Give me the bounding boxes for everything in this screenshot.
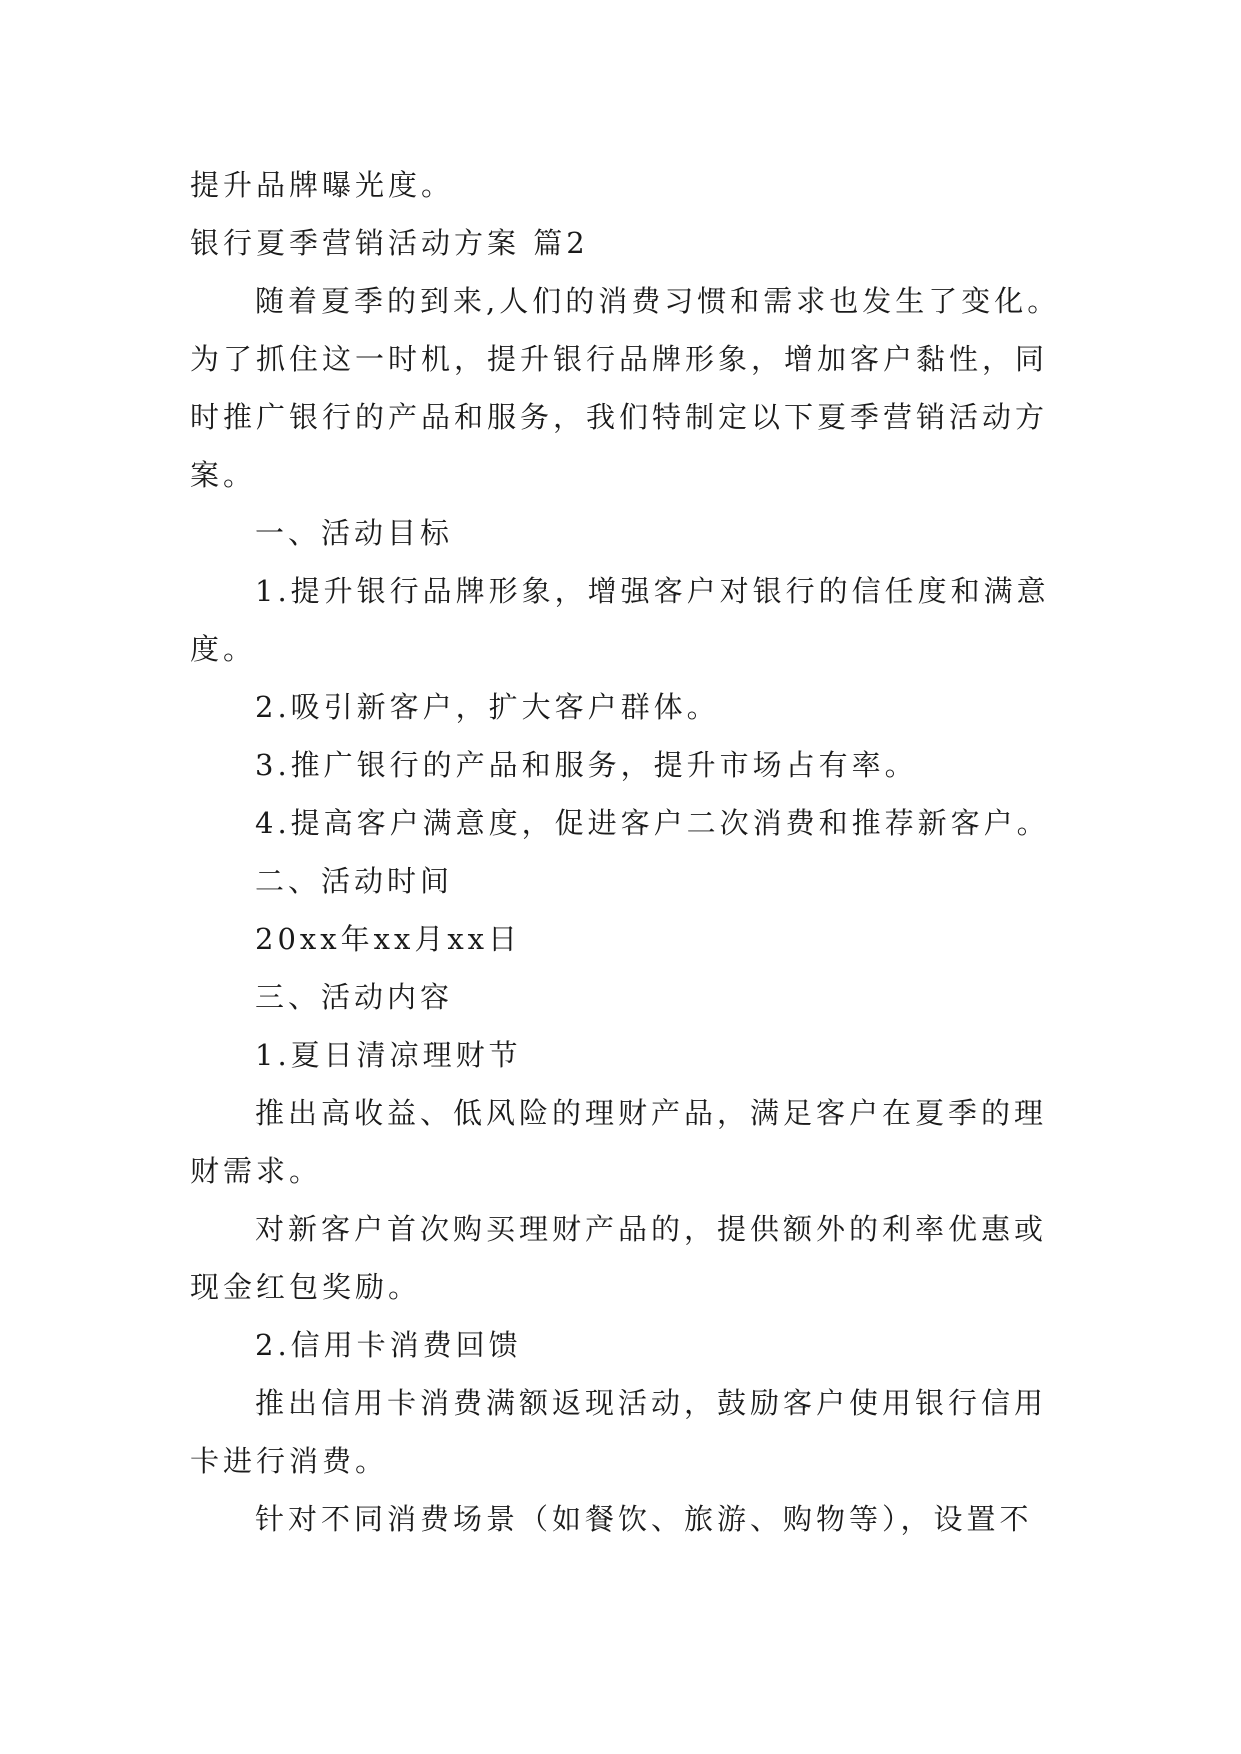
paragraph-line: 对新客户首次购买理财产品的，提供额外的利率优惠或	[255, 1212, 1048, 1246]
paragraph-line: 财需求。	[190, 1154, 323, 1188]
text-line: 提升品牌曝光度。	[190, 168, 455, 202]
subheading: 一、活动目标	[255, 516, 454, 550]
list-item: 2.吸引新客户，扩大客户群体。	[255, 690, 720, 724]
subheading: 三、活动内容	[255, 980, 454, 1014]
paragraph-line: 时推广银行的产品和服务，我们特制定以下夏季营销活动方	[190, 400, 1049, 434]
list-item: 4.提高客户满意度，促进客户二次消费和推荐新客户。	[255, 806, 1050, 840]
list-item: 2.信用卡消费回馈	[255, 1328, 522, 1362]
paragraph-line: 案。	[190, 458, 257, 492]
list-item: 3.推广银行的产品和服务，提升市场占有率。	[255, 748, 918, 782]
list-item: 1.夏日清凉理财节	[255, 1038, 522, 1072]
paragraph-line: 为了抓住这一时机，提升银行品牌形象，增加客户黏性，同	[190, 342, 1049, 376]
paragraph-line: 随着夏季的到来,人们的消费习惯和需求也发生了变化。	[255, 284, 1061, 318]
list-item-continuation: 度。	[190, 632, 257, 666]
paragraph-line: 针对不同消费场景（如餐饮、旅游、购物等），设置不	[255, 1502, 1033, 1536]
paragraph-line: 卡进行消费。	[190, 1444, 389, 1478]
paragraph-line: 现金红包奖励。	[190, 1270, 422, 1304]
paragraph-line: 推出高收益、低风险的理财产品，满足客户在夏季的理	[255, 1096, 1048, 1130]
subheading: 二、活动时间	[255, 864, 454, 898]
section-heading: 银行夏季营销活动方案 篇2	[190, 226, 589, 260]
date-line: 20xx年xx月xx日	[255, 922, 522, 956]
list-item: 1.提升银行品牌形象，增强客户对银行的信任度和满意	[255, 574, 1050, 608]
paragraph-line: 推出信用卡消费满额返现活动，鼓励客户使用银行信用	[255, 1386, 1048, 1420]
